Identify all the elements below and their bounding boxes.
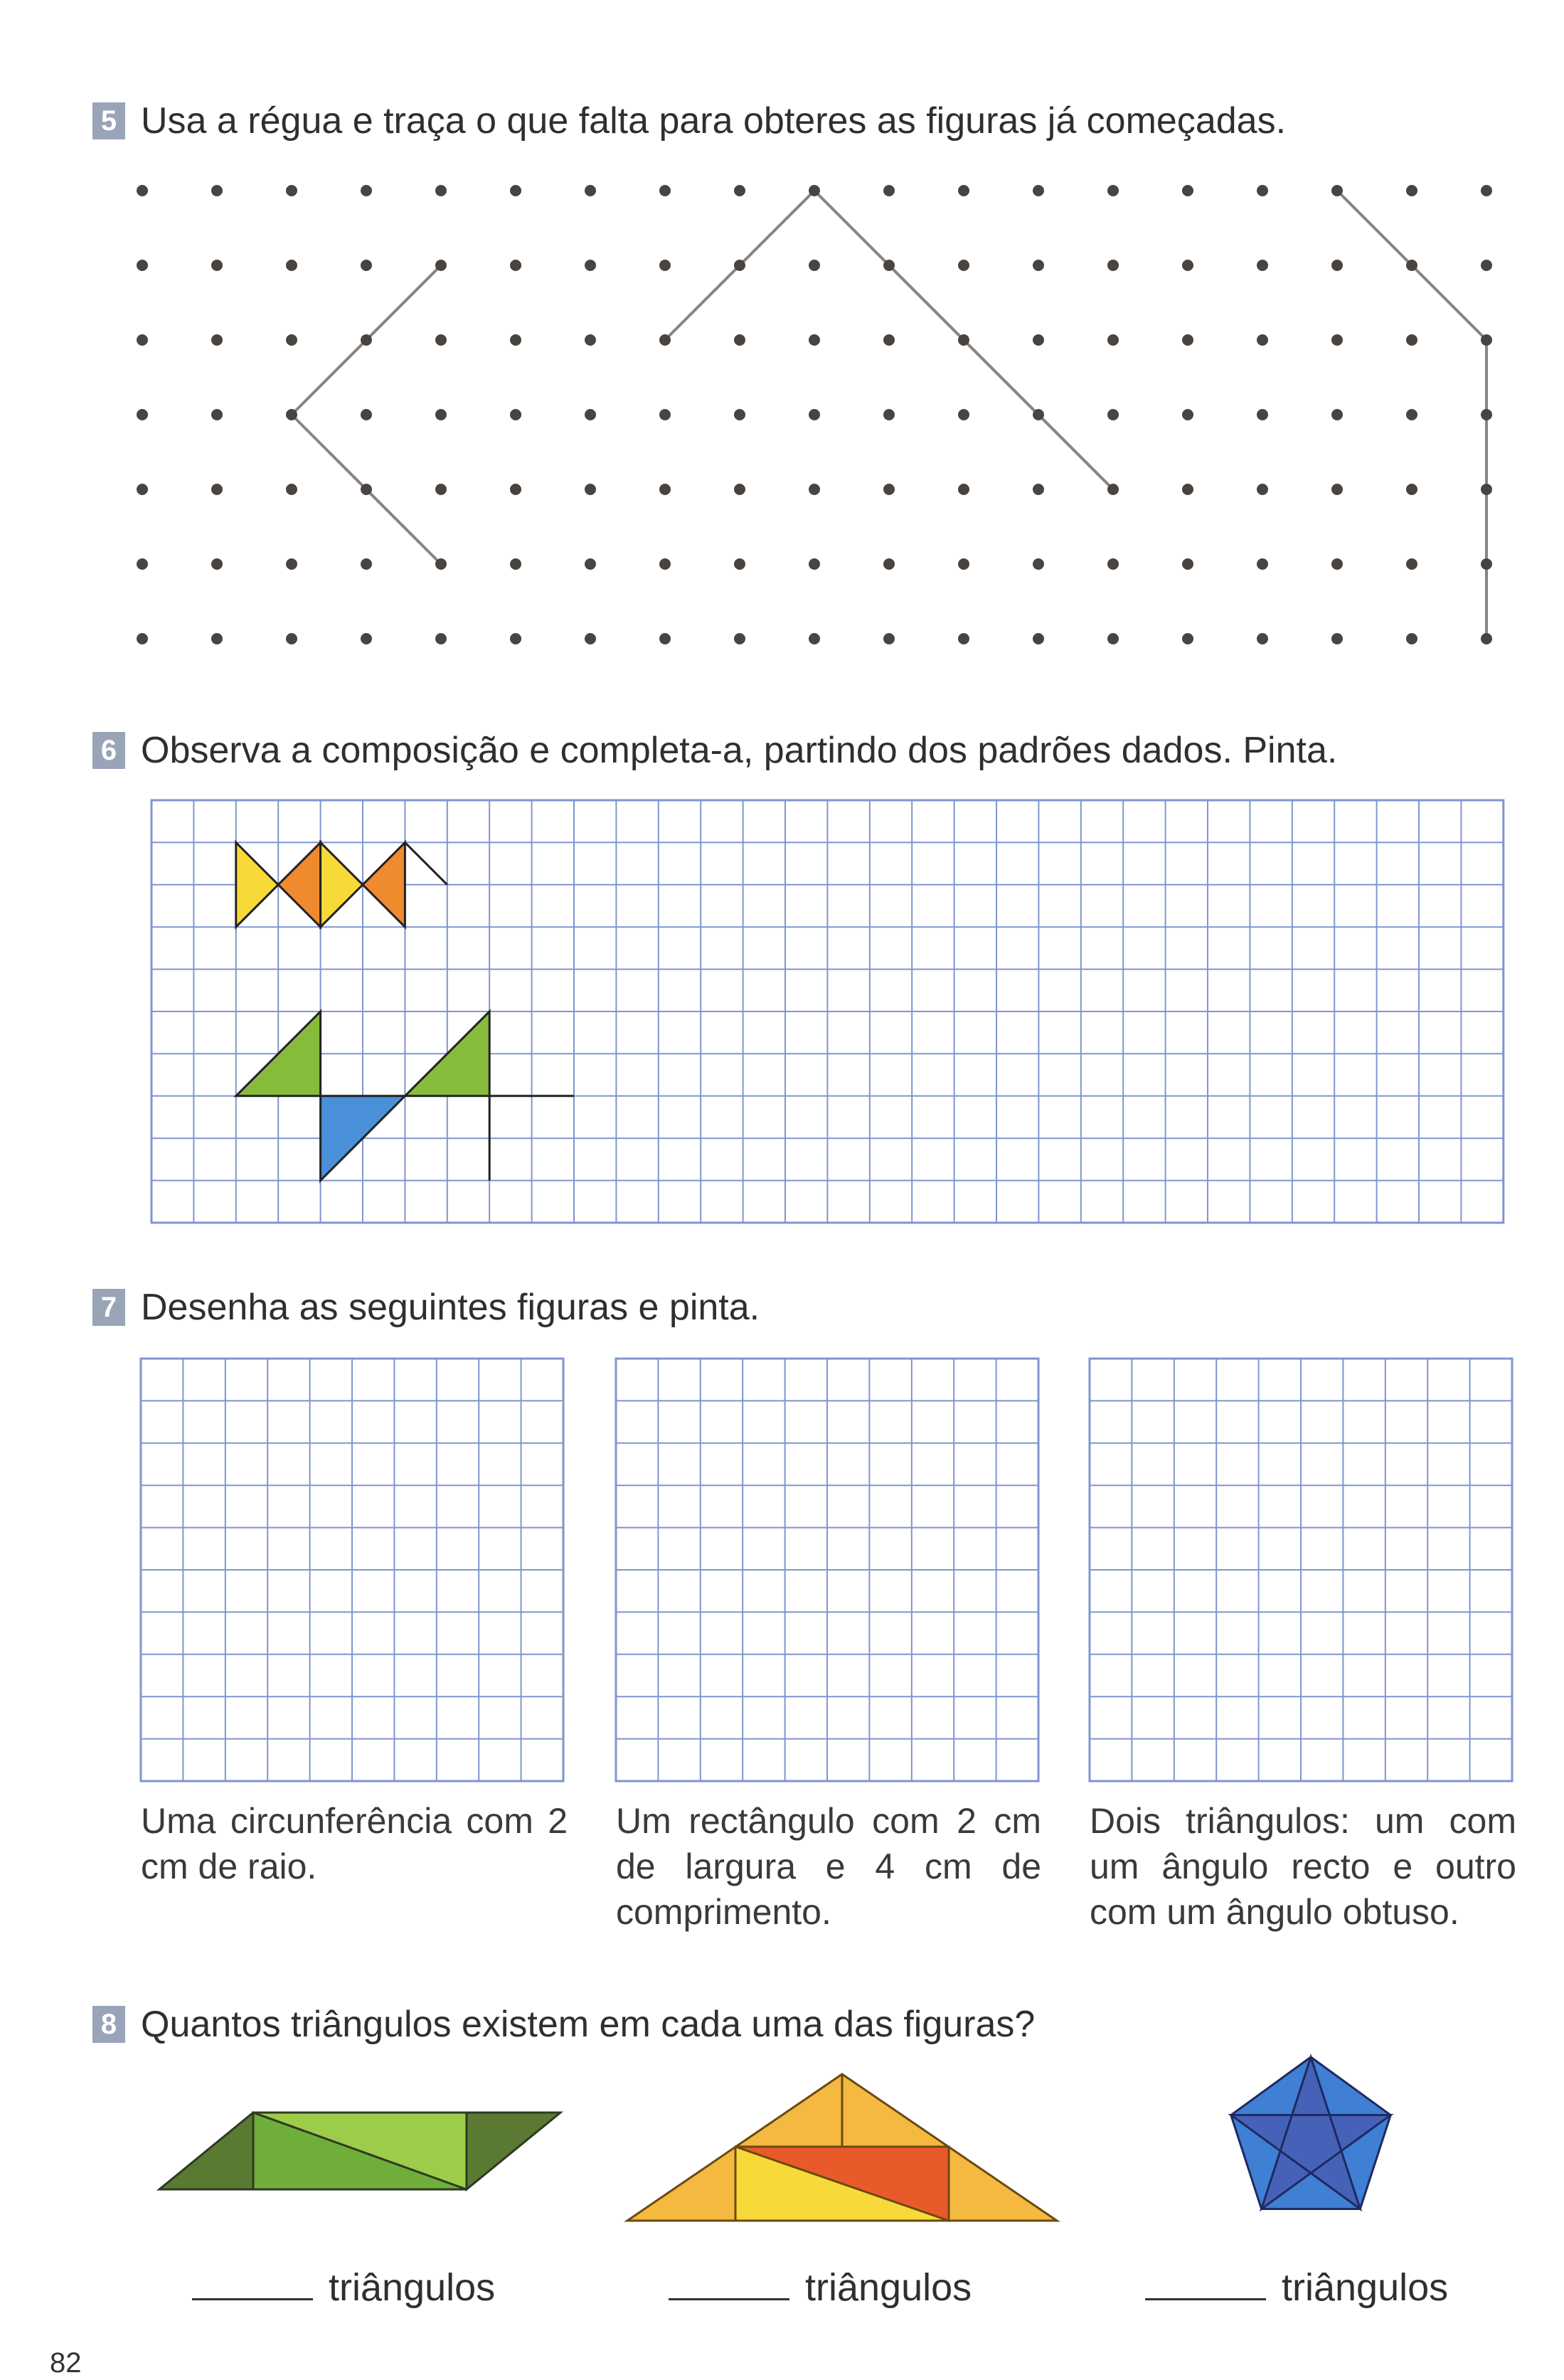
answer-3 [1145, 2265, 1448, 2310]
exercise-5-title: Usa a régua e traça o que falta para obteres as figuras já começadas. [141, 100, 1287, 142]
exercise-8-number: 8 [92, 2006, 125, 2043]
caption-circle: Uma circunferência com 2 cm de raio. [141, 1801, 568, 1886]
exercise-6-title: Observa a composição e completa-a, partindo dos padrões dados. Pinta. [141, 730, 1338, 771]
exercise-7-number: 7 [92, 1289, 125, 1326]
caption-rectangle: Um rectângulo com 2 cm de largura e 4 cm de comprimento. [616, 1801, 1041, 1932]
exercise-6-number: 6 [92, 732, 125, 769]
answer-blank-3[interactable] [1145, 2291, 1266, 2300]
caption-triangles: Dois triângulos: um com um ângulo recto e outro com um ângulo obtuso. [1090, 1801, 1516, 1932]
exercise-5-number: 5 [92, 102, 125, 139]
answer-label-3: triângulos [1282, 2266, 1449, 2309]
answer-2 [669, 2265, 972, 2310]
answer-blank-2[interactable] [669, 2291, 789, 2300]
answer-label-1: triângulos [329, 2266, 496, 2309]
exercise-7-title: Desenha as seguintes figuras e pinta. [141, 1287, 760, 1328]
answer-1 [192, 2265, 495, 2310]
exercise-8-title: Quantos triângulos existem em cada uma das figuras? [141, 2004, 1036, 2045]
answer-blank-1[interactable] [192, 2291, 313, 2300]
answer-label-2: triângulos [805, 2266, 972, 2309]
page-number: 82 [50, 2347, 82, 2379]
